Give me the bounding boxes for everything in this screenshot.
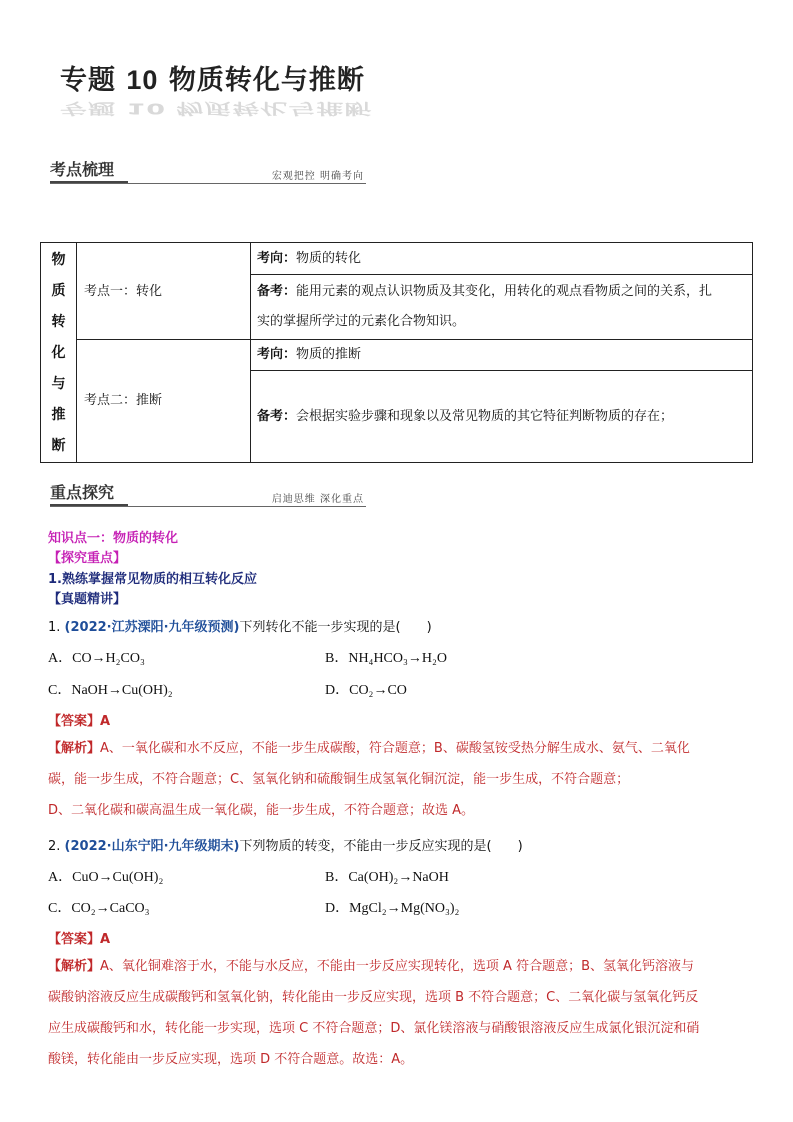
title-prefix: 专题 [60,65,116,96]
answer-label: 【答案】 [48,932,101,947]
note-text: 能用元素的观点认识物质及其变化，用转化的观点看物质之间的关系，扎 [296,284,713,299]
topic-char: 推 [51,407,66,423]
point2-name: 考点二：推断 [84,393,163,408]
analysis-label: 【解析】 [48,959,101,974]
topic-char: 物 [51,252,66,268]
q2-option-b: B．Ca(OH)₂→NaOH [325,870,449,885]
topic-char: 化 [51,345,66,361]
q1-answer [48,710,110,729]
answer-value: A [100,714,111,729]
point1-note [257,277,749,337]
note-label: 备考： [257,284,297,299]
topic-column [41,245,76,462]
topic-char: 质 [51,283,66,299]
analysis-label: 【解析】 [48,741,101,756]
point2-note [257,402,749,432]
point1-direction [257,244,747,274]
section-header-key-explore [50,483,366,507]
note-text: 实的掌握所学过的元素化合物知识。 [257,314,466,329]
q1-option-b: B．NH₄HCO₃→H₂O [325,651,447,666]
table-divider [76,243,77,462]
q2-option-a: A．CuO→Cu(OH)₂ [48,870,164,885]
table-divider [250,243,251,462]
table-divider [250,274,752,275]
direction-text: 物质的转化 [296,251,362,266]
exam-points-table [40,242,753,463]
subtopic-title: 1.熟练掌握常见物质的相互转化反应 [48,572,257,587]
section-header-exam-points [50,160,366,184]
knowledge-point-title: 知识点一：物质的转化 [48,531,179,546]
q2-answer [48,928,110,947]
topic-char: 与 [51,376,66,392]
direction-text: 物质的推断 [296,347,362,362]
section-underline [50,183,366,184]
note-text: 会根据实验步骤和现象以及常见物质的其它特征判断物质的存在； [296,409,674,424]
q1-option-a: A．CO→H₂CO₃ [48,651,145,666]
topic-char: 转 [51,314,66,330]
section-label: 重点探究 [50,483,115,502]
question-source: (2022·江苏溧阳·九年级预测) [64,620,240,635]
q1-option-d: D．CO₂→CO [325,683,407,698]
question-2-stem [48,835,523,854]
q2-option-d: D．MgCl₂→Mg(NO₃)₂ [325,901,460,916]
page-title [60,62,480,99]
q2-analysis [48,951,756,1075]
section-underline [50,506,366,507]
title-reflection: 专题 10 物质转化与推断 [60,99,373,117]
analysis-text: D、二氧化碳和碳高温生成一氧化碳，能一步生成，不符合题意；故选 A。 [48,803,475,818]
topic-char: 断 [51,438,66,454]
answer-value: A [100,932,111,947]
section-subtitle: 启迪思维 深化重点 [271,494,364,505]
title-number: 10 [126,65,159,95]
title-block [60,62,480,124]
question-number: 1. [48,620,65,635]
table-divider [250,370,752,371]
direction-label: 考向： [257,251,297,266]
question-text: 下列转化不能一步实现的是( ) [239,620,432,635]
explore-heading: 【探究重点】 [48,551,127,566]
question-text: 下列物质的转变，不能由一步反应实现的是( ) [239,839,523,854]
q1-analysis [48,733,756,826]
analysis-text: A、一氧化碳和水不反应，不能一步生成碳酸，符合题意；B、碳酸氢铵受热分解生成水、氨气、二氧化 [100,741,690,756]
analysis-text: 碳，能一步生成，不符合题意；C、氢氧化钠和硫酸铜生成氢氧化铜沉淀，能一步生成，不符合题意； [48,772,630,787]
question-number: 2. [48,839,65,854]
q2-option-c: C．CO₂→CaCO₃ [48,901,150,916]
section-subtitle: 宏观把控 明确考向 [271,171,364,182]
point2-direction [257,340,747,370]
analysis-text: 碳酸钠溶液反应生成碳酸钙和氢氧化钠，转化能由一步反应实现，选项 B 不符合题意；C、二氧化碳与氢氧化钙反 [48,990,699,1005]
section-label: 考点梳理 [50,160,115,179]
title-text: 物质转化与推断 [168,65,365,96]
direction-label: 考向： [257,347,297,362]
question-1-stem [48,616,432,635]
point1-name: 考点一：转化 [84,284,163,299]
answer-label: 【答案】 [48,714,101,729]
exam-heading: 【真题精讲】 [48,592,127,607]
analysis-text: 应生成碳酸钙和水，转化能一步实现，选项 C 不符合题意；D、氯化镁溶液与硝酸银溶液反应生成氯化银沉淀和硝 [48,1021,700,1036]
analysis-text: A、氧化铜难溶于水，不能与水反应，不能由一步反应实现转化，选项 A 符合题意；B、氢氧化钙溶液与 [100,959,694,974]
q1-option-c: C．NaOH→Cu(OH)₂ [48,683,173,698]
analysis-text: 酸镁，转化能由一步反应实现，选项 D 不符合题意。故选：A。 [48,1052,414,1067]
note-label: 备考： [257,409,297,424]
question-source: (2022·山东宁阳·九年级期末) [64,839,240,854]
